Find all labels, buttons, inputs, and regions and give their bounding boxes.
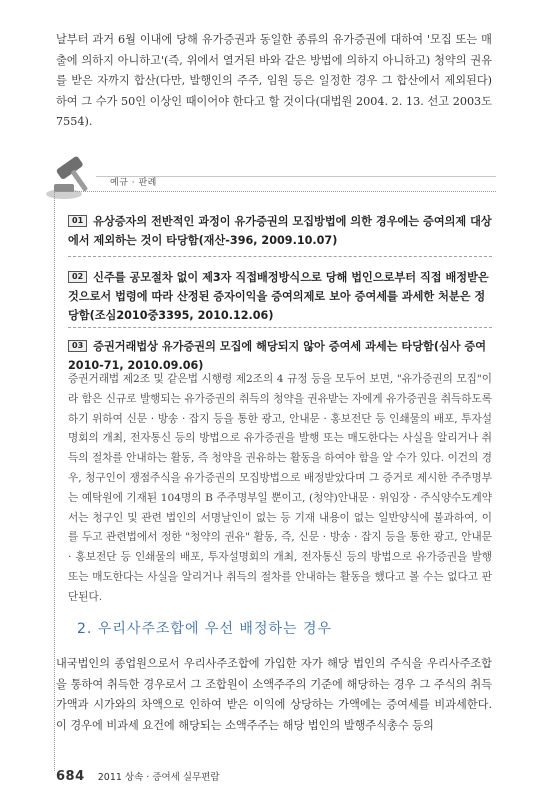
page-number: 684 xyxy=(56,769,85,784)
examples-dotted-border-top xyxy=(54,191,496,192)
examples-dotted-border-left xyxy=(54,191,55,771)
case-number: 03 xyxy=(68,340,87,352)
intro-paragraph: 날부터 과거 6월 이내에 당해 유가증권과 동일한 종류의 유가증권에 대하여 '모집 또는 매출에 의하지 아니하고'(즉, 위에서 열거된 바와 같은 방법에 의하지 아니하고) 청약의 권유를 받은 자까지 합산(다만, 발행인의 주주, 임원 등은 일정한 경우 그 합산에서 제외된다)하여 그 수가 50인 이상인 때이어야 한다고 할 것이다(대법원 2004. 2. 13. 선고 2003도7554). xyxy=(56,33,492,128)
case-number: 01 xyxy=(68,215,87,227)
case-number: 02 xyxy=(68,271,87,283)
case-separator xyxy=(68,327,492,328)
section-paragraph: 내국법인의 종업원으로서 우리사주조합에 가입한 자가 해당 법인의 주식을 우리사주조합을 통하여 취득한 경우로서 그 조합원이 소액주주의 기준에 해당하는 경우 그 주식의 취득가액과 시가와의 차액으로 인하여 받은 이익에 상당하는 가액에는 증여세를 비과세한다. 이 경우에 비과세 요건에 해당되는 소액주주는 해당 법인의 발행주식총수 등의 xyxy=(56,657,492,732)
case-item-01 xyxy=(68,212,492,250)
case-title: 유상증자의 전반적인 과정이 유가증권의 모집방법에 의한 경우에는 증여의제 대상에서 제외하는 것이 타당함(재산-396, 2009.10.07) xyxy=(68,215,492,247)
section-title: 2. 우리사주조합에 우선 배정하는 경우 xyxy=(77,621,333,637)
case-separator xyxy=(68,256,492,257)
case-03-body: 증권거래법 제2조 및 같은법 시행령 제2조의 4 규정 등을 모두어 보면, "유가증권의 모집"이라 함은 신규로 발행되는 유가증권의 취득의 청약을 권유받는 자에게 유가증권을 취득하도록 하기 위하여 신문 · 방송 · 잡지 등을 통한 광고, 안내문 · 홍보전단 등 인쇄물의 배포, 투자설명회의 개최, 전자통신 등의 방법으로 유가증권을 발행 또는 매도한다는 사실을 알리거나 취득의 절차를 안내하는 활동, 즉 청약을 권유하는 활동을 하여야 함을 알 수가 있다. 이건의 경우, 청구인이 쟁점주식을 유가증권의 모집방법으로 배정받았다며 그 증거로 제시한 주주명부는 예탁원에 기재된 104명의 B 주주명부일 뿐이고, (청약)안내문 · 위임장 · 주식양수도계약서는 청구인 및 관련 법인의 서명날인이 없는 등 기재 내용이 없는 일반양식에 불과하여, 이를 두고 관련법에서 정한 "청약의 권유" 활동, 즉, 신문 · 방송 · 잡지 등을 통한 광고, 안내문 · 홍보전단 등 인쇄물의 배포, 투자설명회의 개최, 전자통신 등의 방법으로 유가증권을 발행 또는 매도한다는 사실을 알리거나 취득의 절차를 안내하는 활동을 했다고 볼 수는 없다고 판단된다. xyxy=(68,373,492,603)
book-title: 2011 상속 · 증여세 실무편람 xyxy=(97,772,220,783)
case-title: 증권거래법상 유가증권의 모집에 해당되지 않아 증여세 과세는 타당함(심사 증여2010-71, 2010.09.06) xyxy=(68,340,487,372)
examples-label: 예규 · 판례 xyxy=(110,178,157,188)
case-item-02 xyxy=(68,268,492,325)
case-title: 신주를 공모절차 없이 제3자 직접배정방식으로 당해 법인으로부터 직접 배정받은 것으로서 법령에 따라 산정된 증자이익을 증여의제로 보아 증여세를 과세한 처분은 정당함(조심2010중3395, 2010.12.06) xyxy=(68,271,489,322)
gavel-icon xyxy=(40,148,100,204)
page-footer xyxy=(56,765,220,784)
